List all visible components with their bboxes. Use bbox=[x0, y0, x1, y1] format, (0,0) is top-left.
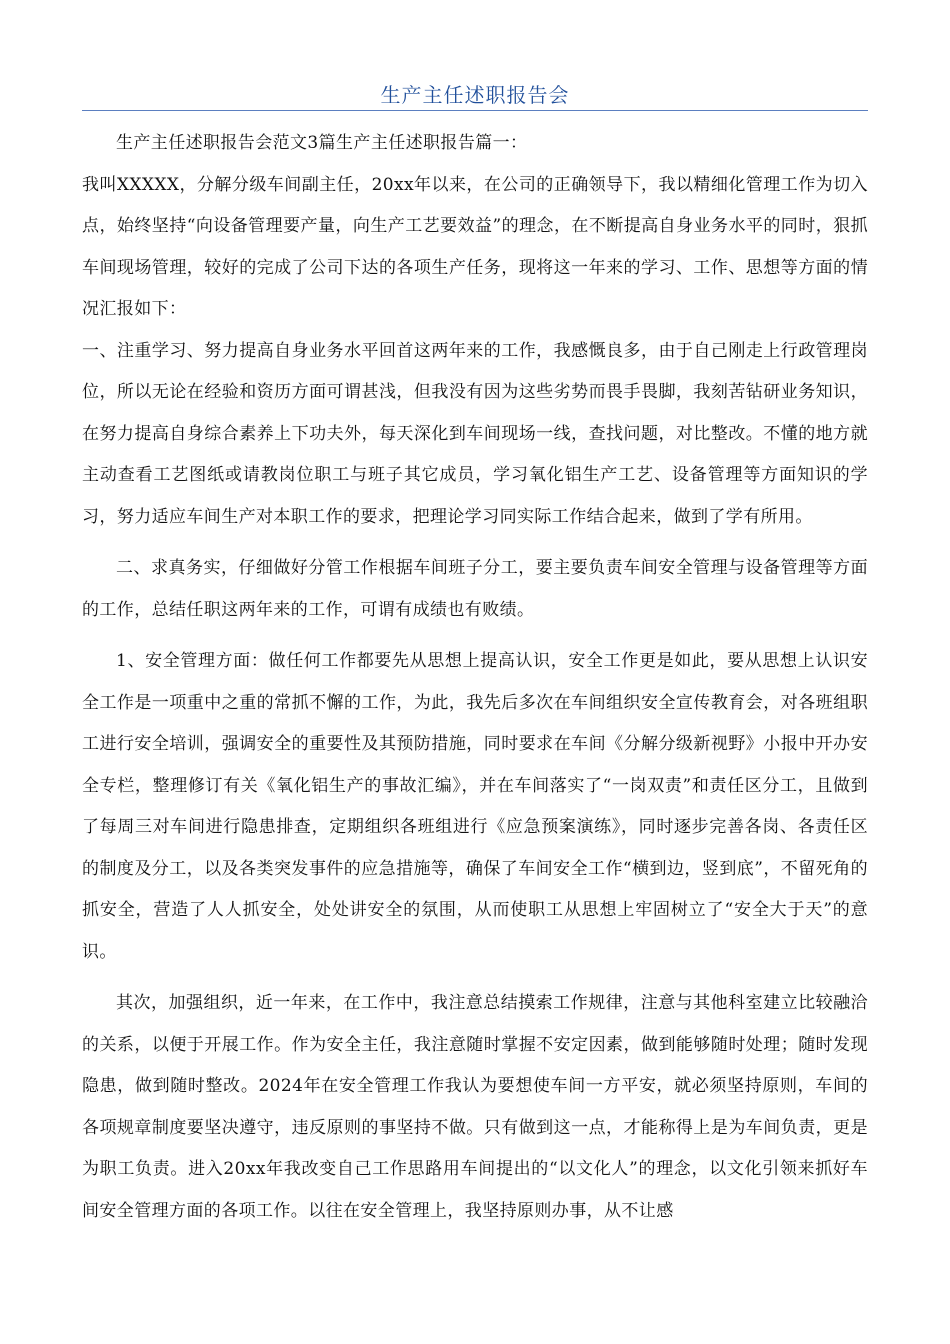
paragraph-section-two: 二、求真务实，仔细做好分管工作根据车间班子分工，要主要负责车间安全管理与设备管理等方面的工作，总结任职这两年来的工作，可谓有成绩也有败绩。 bbox=[82, 558, 868, 620]
title-underline bbox=[82, 110, 868, 111]
document-body bbox=[82, 123, 868, 1232]
document-title: 生产主任述职报告会 bbox=[380, 83, 570, 107]
paragraph-intro: 生产主任述职报告会范文3篇生产主任述职报告篇一： bbox=[116, 133, 528, 153]
paragraph-organization: 其次，加强组织，近一年来，在工作中，我注意总结摸索工作规律，注意与其他科室建立比较融洽的关系，以便于开展工作。作为安全主任，我注意随时掌握不安定因素，做到能够随时处理；随时发现隐患，做到随时整改。2024年在安全管理工作我认为要想使车间一方平安，就必须坚持原则，车间的各项规章制度要坚决遵守，违反原则的事坚持不做。只有做到这一点，才能称得上是为车间负责，更是为职工负责。进入20xx年我改变自己工作思路用车间提出的“以文化人”的理念，以文化引领来抓好车间安全管理方面的各项工作。以往在安全管理上，我坚持原则办事，从不让感 bbox=[82, 993, 868, 1221]
paragraph-safety-management: 1、安全管理方面：做任何工作都要先从思想上提高认识，安全工作更是如此，要从思想上认识安全工作是一项重中之重的常抓不懈的工作，为此，我先后多次在车间组织安全宣传教育会，对各班组职工进行安全培训，强调安全的重要性及其预防措施，同时要求在车间《分解分级新视野》小报中开办安全专栏，整理修订有关《氧化铝生产的事故汇编》，并在车间落实了“一岗双责”和责任区分工，且做到了每周三对车间进行隐患排查，定期组织各班组进行《应急预案演练》，同时逐步完善各岗、各责任区的制度及分工，以及各类突发事件的应急措施等，确保了车间安全工作“横到边，竖到底”，不留死角的抓安全，营造了人人抓安全，处处讲安全的氛围，从而使职工从思想上牢固树立了“安全大于天”的意识。 bbox=[82, 651, 868, 962]
paragraph-section-one: 一、注重学习、努力提高自身业务水平回首这两年来的工作，我感慨良多，由于自己刚走上行政管理岗位，所以无论在经验和资历方面可谓甚浅，但我没有因为这些劣势而畏手畏脚，我刻苦钻研业务知识，在努力提高自身综合素养上下功夫外，每天深化到车间现场一线，查找问题，对比整改。不懂的地方就主动查看工艺图纸或请教岗位职工与班子其它成员，学习氧化铝生产工艺、设备管理等方面知识的学习，努力适应车间生产对本职工作的要求，把理论学习同实际工作结合起来，做到了学有所用。 bbox=[82, 340, 868, 527]
paragraph-self-introduction: 我叫XXXXX，分解分级车间副主任，20xx年以来，在公司的正确领导下，我以精细化管理工作为切入点，始终坚持“向设备管理要产量，向生产工艺要效益”的理念，在不断提高自身业务水平的同时，狠抓车间现场管理，较好的完成了公司下达的各项生产任务，现将这一年来的学习、工作、思想等方面的情况汇报如下： bbox=[82, 174, 868, 319]
